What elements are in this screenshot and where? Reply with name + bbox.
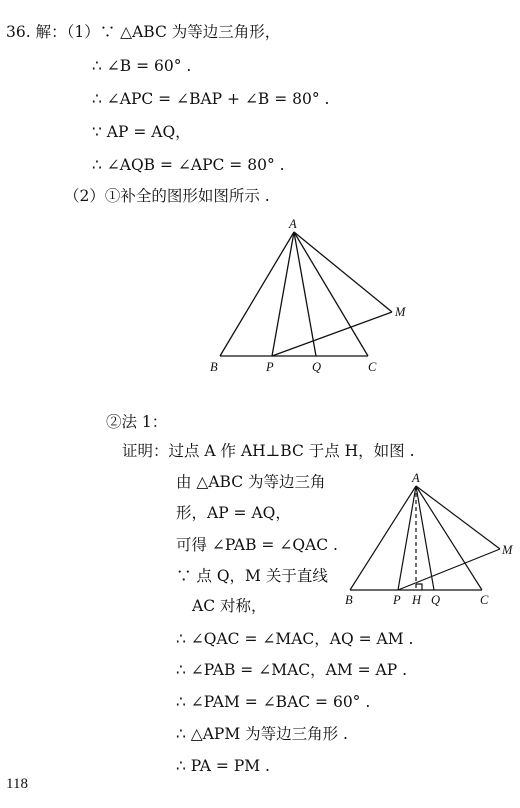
page-number: 118: [6, 776, 28, 792]
fig1-label-p: P: [266, 360, 274, 374]
problem-number: 36.: [6, 23, 31, 41]
method-label: ②法 1：: [106, 413, 168, 431]
fig2-label-c: C: [480, 593, 489, 607]
proof-line-10: ∴ PA = PM .: [176, 757, 270, 775]
fig1-label-a: A: [289, 217, 297, 231]
fig1-label-c: C: [368, 360, 377, 374]
proof-line-1: 由 △ABC 为等边三角: [176, 473, 326, 491]
fig1-label-m: M: [395, 305, 406, 319]
proof-line-3: 可得 ∠PAB = ∠QAC .: [176, 536, 338, 554]
step1-line-5: ∴ ∠AQB = ∠APC = 80° .: [92, 156, 285, 174]
fig1-label-q: Q: [312, 360, 322, 374]
proof-line-2: 形，AP = AQ，: [176, 504, 291, 522]
proof-line-6: ∴ ∠QAC = ∠MAC，AQ = AM .: [176, 630, 414, 648]
step1-line-3: ∴ ∠APC = ∠BAP + ∠B = 80° .: [92, 90, 330, 108]
fig2-label-m: M: [502, 543, 513, 557]
fig2-label-b: B: [345, 593, 353, 607]
fig2-label-h: H: [412, 593, 422, 607]
proof-intro: 证明：过点 A 作 AH⊥BC 于点 H，如图 .: [122, 442, 415, 460]
fig2-label-p: P: [393, 593, 401, 607]
part2-label: （2）: [64, 187, 105, 205]
fig2-label-a: A: [412, 471, 420, 485]
fig2-label-q: Q: [431, 593, 441, 607]
step1-line-2: ∴ ∠B = 60° .: [92, 57, 192, 75]
solve-label: 解：: [35, 23, 67, 41]
proof-line-8: ∴ ∠PAM = ∠BAC = 60° .: [176, 693, 371, 711]
fig1-label-b: B: [210, 360, 218, 374]
proof-line-7: ∴ ∠PAB = ∠MAC，AM = AP .: [176, 661, 408, 679]
step1-line-1: ∵ △ABC 为等边三角形，: [99, 23, 281, 41]
proof-line-5: AC 对称，: [192, 597, 267, 615]
part2-sub1: ①补全的图形如图所示 .: [104, 187, 270, 205]
proof-line-9: ∴ △APM 为等边三角形 .: [176, 725, 348, 743]
part1-label: （1）: [66, 23, 100, 41]
proof-line-4: ∵ 点 Q，M 关于直线: [176, 567, 328, 585]
step1-line-4: ∵ AP = AQ，: [92, 123, 191, 141]
